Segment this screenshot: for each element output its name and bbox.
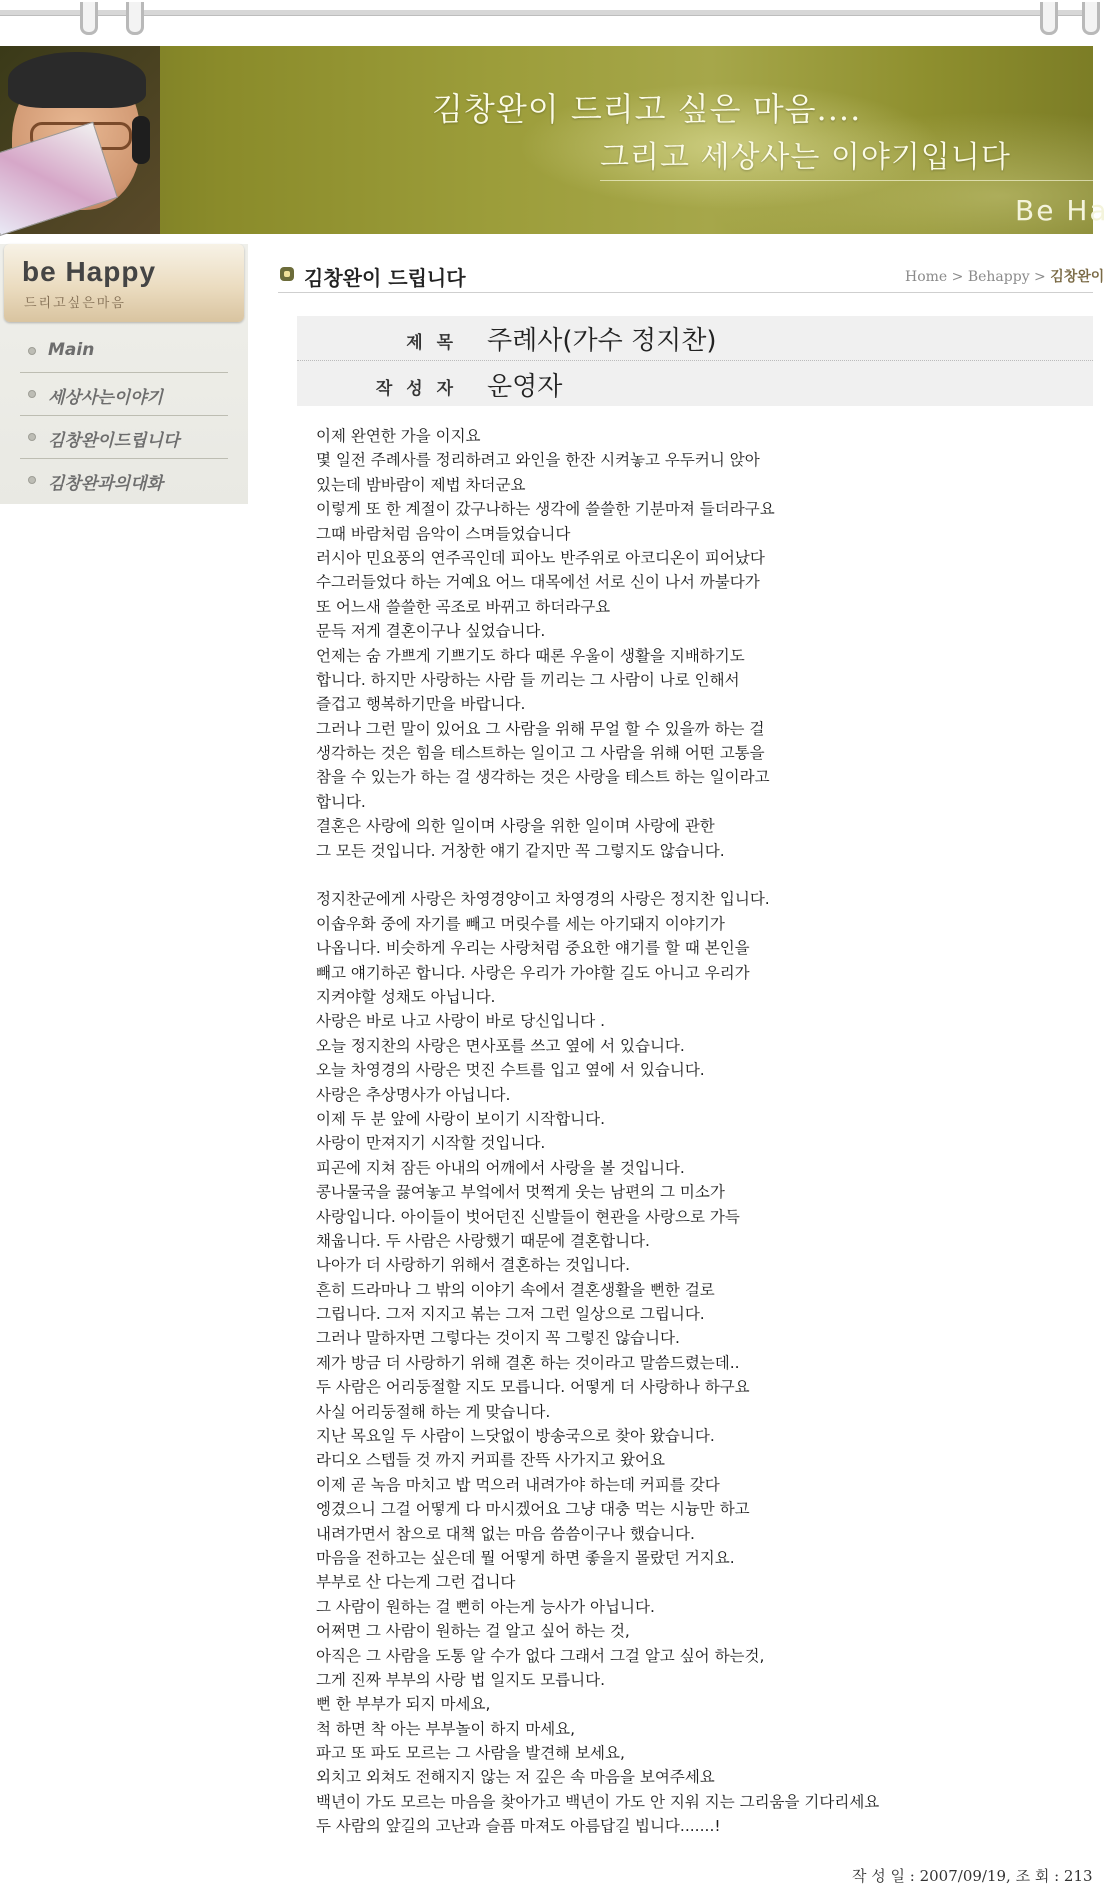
post-line: 지켜야할 성채도 아닙니다.: [316, 987, 496, 1006]
meta-divider: [297, 360, 1093, 361]
post-line: 몇 일전 주례사를 정리하려고 와인을 한잔 시켜놓고 우두커니 앉아: [316, 451, 760, 470]
post-line: 합니다. 하지만 사랑하는 사람 들 끼리는 그 사람이 나로 인해서: [316, 670, 740, 689]
post-line: [316, 863, 1076, 887]
post-line: 그러나 말하자면 그렇다는 것이지 꼭 그렇진 않습니다.: [316, 1329, 680, 1348]
post-line: 이제 두 분 앞에 사랑이 보이기 시작합니다.: [316, 1109, 606, 1128]
sidebar: [0, 244, 248, 504]
post-line: 뻔 한 부부가 되지 마세요,: [316, 1695, 491, 1714]
binder-ring-icon: [1040, 2, 1058, 35]
post-line: 사랑은 바로 나고 사랑이 바로 당신입니다 .: [316, 1012, 606, 1031]
sidebar-header: [4, 244, 244, 322]
bullet-icon: [28, 433, 36, 441]
post-meta: [297, 316, 1093, 406]
post-line: 그 사람이 원하는 걸 뻔히 아는게 능사가 아닙니다.: [316, 1597, 655, 1616]
post-line: 내려가면서 참으로 대책 없는 마음 씀씀이구나 했습니다.: [316, 1524, 695, 1543]
post-line: 두 사람의 앞길의 고난과 슬픔 마져도 아름답길 빕니다.......!: [316, 1817, 721, 1836]
binder-ring-icon: [80, 2, 98, 35]
sidebar-title: be Happy: [22, 256, 157, 287]
post-author: 운영자: [487, 372, 563, 402]
post-line: 외치고 외쳐도 전해지지 않는 저 깊은 속 마음을 보여주세요: [316, 1768, 715, 1787]
post-line: 그립니다. 그저 지지고 볶는 그저 그런 일상으로 그립니다.: [316, 1305, 705, 1324]
post-line: 파고 또 파도 모르는 그 사람을 발견해 보세요,: [316, 1744, 625, 1763]
post-line: 사랑은 추상명사가 아닙니다.: [316, 1085, 511, 1104]
bullet-icon: [28, 390, 36, 398]
post-line: 오늘 정지찬의 사랑은 면사포를 쓰고 옆에 서 있습니다.: [316, 1036, 685, 1055]
author-label: 작 성 자: [375, 379, 457, 399]
banner-tagline-1: 김창완이 드리고 싶은 마음....: [432, 90, 862, 128]
post-line: 수그러들었다 하는 거예요 어느 대목에선 서로 신이 나서 까불다가: [316, 573, 760, 592]
portrait-hair: [8, 52, 146, 108]
post-line: 언제는 숨 가쁘게 기쁘기도 하다 때론 우울이 생활을 지배하기도: [316, 646, 745, 665]
post-line: 라디오 스텝들 것 까지 커피를 잔뜩 사가지고 왔어요: [316, 1451, 665, 1470]
sidebar-item-world-stories[interactable]: [20, 373, 228, 416]
bullet-icon: [28, 347, 36, 355]
post-line: 정지찬군에게 사랑은 차영경양이고 차영경의 사랑은 정지찬 입니다.: [316, 890, 770, 909]
post-subject: 주례사(가수 정지찬): [487, 326, 717, 356]
post-line: 문득 저게 결혼이구나 싶었습니다.: [316, 622, 546, 641]
post-line: 오늘 차영경의 사랑은 멋진 수트를 입고 옆에 서 있습니다.: [316, 1061, 705, 1080]
post-body: [316, 424, 1076, 1839]
sidebar-item-label[interactable]: 세상사는이야기: [48, 388, 163, 408]
post-footer-info: 작 성 일 : 2007/09/19, 조 회 : 213: [852, 1867, 1093, 1885]
post-line: 그게 진짜 부부의 사랑 법 일지도 모릅니다.: [316, 1670, 606, 1689]
post-line: 두 사람은 어리둥절할 지도 모릅니다. 어떻게 더 사랑하나 하구요: [316, 1378, 750, 1397]
post-line: 채웁니다. 두 사람은 사랑했기 때문에 결혼합니다.: [316, 1231, 650, 1250]
bullet-icon: [28, 476, 36, 484]
banner-logo-text: Be Ha: [1015, 194, 1109, 227]
post-line: 피곤에 지쳐 잠든 아내의 어깨에서 사랑을 볼 것입니다.: [316, 1158, 685, 1177]
post-line: 있는데 밤바람이 제법 차더군요: [316, 475, 526, 494]
sidebar-item-main[interactable]: [20, 330, 228, 373]
top-binder-strip: [0, 0, 1093, 46]
post-line: 그때 바람처럼 음악이 스며들었습니다: [316, 524, 571, 543]
sidebar-item-gifts[interactable]: [20, 416, 228, 459]
sidebar-item-label[interactable]: 김창완과의대화: [48, 474, 163, 494]
post-line: 이제 곧 녹음 마치고 밥 먹으러 내려가야 하는데 커피를 갖다: [316, 1475, 720, 1494]
post-line: 흔히 드라마나 그 밖의 이야기 속에서 결혼생활을 뻔한 걸로: [316, 1280, 715, 1299]
page-title: 김창완이 드립니다: [304, 266, 466, 290]
post-line: 그 모든 것입니다. 거창한 얘기 같지만 꼭 그렇지도 않습니다.: [316, 841, 725, 860]
post-line: 지난 목요일 두 사람이 느닷없이 방송국으로 찾아 왔습니다.: [316, 1427, 715, 1446]
header-banner: [0, 46, 1109, 234]
post-line: 이렇게 또 한 계절이 갔구나하는 생각에 쓸쓸한 기분마져 들더라구요: [316, 500, 775, 519]
binder-ring-icon: [1082, 2, 1100, 35]
headset-icon: [132, 116, 150, 164]
sidebar-item-label[interactable]: Main: [48, 340, 95, 360]
post-line: 사랑입니다. 아이들이 벗어던진 신발들이 현관을 사랑으로 가득: [316, 1207, 740, 1226]
sidebar-item-label[interactable]: 김창완이드립니다: [48, 431, 180, 451]
subject-label: 제 목: [406, 333, 457, 353]
post-line: 그러나 그런 말이 있어요 그 사람을 위해 무얼 할 수 있을까 하는 걸: [316, 719, 765, 738]
post-line: 생각하는 것은 힘을 테스트하는 일이고 그 사람을 위해 어떤 고통을: [316, 744, 765, 763]
header-divider: [278, 292, 1093, 293]
post-line: 제가 방금 더 사랑하기 위해 결혼 하는 것이라고 말씀드렸는데..: [316, 1353, 740, 1372]
post-line: 백년이 가도 모르는 마음을 찾아가고 백년이 가도 안 지워 지는 그리움을 기다리세요: [316, 1792, 880, 1811]
breadcrumb: [905, 266, 1104, 286]
post-line: 부부로 산 다는게 그런 겁니다: [316, 1573, 516, 1592]
post-line: 엥겼으니 그걸 어떻게 다 마시겠어요 그냥 대충 먹는 시늉만 하고: [316, 1500, 750, 1519]
post-line: 이제 완연한 가을 이지요: [316, 427, 481, 445]
sidebar-subtitle: 드리고싶은마음: [24, 296, 126, 311]
sidebar-item-conversation[interactable]: [20, 459, 228, 501]
breadcrumb-path[interactable]: Home > Behappy >: [905, 269, 1051, 285]
post-line: 참을 수 있는가 하는 걸 생각하는 것은 사랑을 테스트 하는 일이라고: [316, 768, 770, 787]
post-line: 빼고 얘기하곤 합니다. 사랑은 우리가 가야할 길도 아니고 우리가: [316, 963, 750, 982]
post-line: 합니다.: [316, 792, 366, 811]
post-line: 즐겁고 행복하기만을 바랍니다.: [316, 695, 526, 714]
post-line: 또 어느새 쓸쓸한 곡조로 바뀌고 하더라구요: [316, 597, 611, 616]
banner-rule: [600, 180, 1093, 181]
breadcrumb-current: 김창완이: [1050, 269, 1105, 285]
post-line: 사랑이 만져지기 시작할 것입니다.: [316, 1134, 546, 1153]
post-line: 마음을 전하고는 싶은데 뭘 어떻게 하면 좋을지 몰랐던 거지요.: [316, 1548, 735, 1567]
post-line: 사실 어리둥절해 하는 게 맞습니다.: [316, 1402, 551, 1421]
post-line: 어쩌면 그 사람이 원하는 걸 알고 싶어 하는 것,: [316, 1622, 630, 1641]
post-line: 척 하면 착 아는 부부놀이 하지 마세요,: [316, 1719, 576, 1738]
post-line: 나옵니다. 비슷하게 우리는 사랑처럼 중요한 얘기를 할 때 본인을: [316, 939, 750, 958]
banner-tagline-2: 그리고 세상사는 이야기입니다: [600, 140, 1011, 175]
post-line: 아직은 그 사람을 도통 알 수가 없다 그래서 그걸 알고 싶어 하는것,: [316, 1646, 765, 1665]
title-bullet-icon: [280, 267, 294, 281]
binder-rail: [0, 10, 1093, 16]
host-portrait: [0, 46, 160, 234]
post-line: 러시아 민요풍의 연주곡인데 피아노 반주위로 아코디온이 피어났다: [316, 548, 765, 567]
post-line: 이솝우화 중에 자기를 빼고 머릿수를 세는 아기돼지 이야기가: [316, 914, 725, 933]
post-line: 콩나물국을 끓여놓고 부엌에서 멋쩍게 웃는 남편의 그 미소가: [316, 1183, 725, 1202]
post-line: 나아가 더 사랑하기 위해서 결혼하는 것입니다.: [316, 1256, 631, 1275]
post-line: 결혼은 사랑에 의한 일이며 사랑을 위한 일이며 사랑에 관한: [316, 817, 715, 836]
binder-ring-icon: [126, 2, 144, 35]
sidebar-menu: [20, 330, 228, 501]
